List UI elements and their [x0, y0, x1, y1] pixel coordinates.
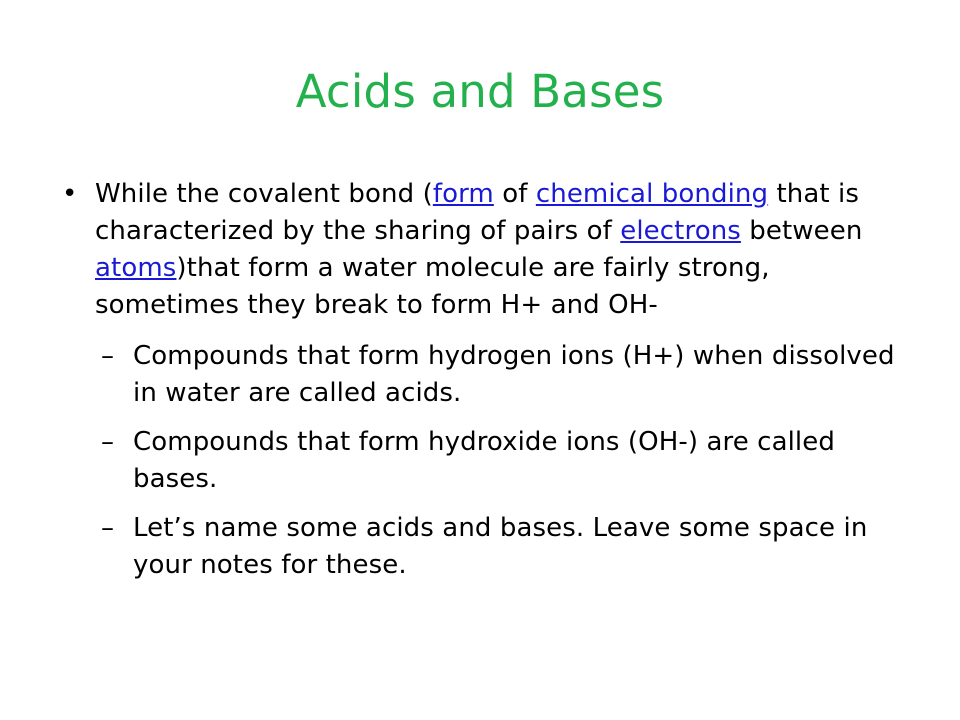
- bullet-main: [62, 176, 912, 324]
- sub-bullet-text: Let’s name some acids and bases. Leave some space in your notes for these.: [133, 513, 868, 580]
- sub-bullet-text: Compounds that form hydroxide ions (OH-) are called bases.: [133, 427, 835, 494]
- link-chemical-bonding[interactable]: chemical bonding: [535, 179, 769, 209]
- sub-bullet-notes: [62, 510, 912, 584]
- sub-bullet-acids: [62, 338, 912, 412]
- dash-icon: –: [101, 427, 115, 457]
- dash-icon: –: [101, 513, 115, 543]
- link-form[interactable]: form: [432, 179, 494, 209]
- slide-content: [62, 176, 912, 596]
- sub-bullet-bases: [62, 424, 912, 498]
- bullet-text-part-2: of: [493, 179, 536, 209]
- link-electrons[interactable]: electrons: [620, 216, 741, 246]
- bullet-text-part-3: that is characterized by the sharing of pairs of: [95, 179, 859, 246]
- bullet-text-part-4: between: [740, 216, 863, 246]
- bullet-dot-icon: •: [62, 179, 78, 209]
- bullet-text-part-5: )that form a water molecule are fairly strong, sometimes they break to form H+ and OH-: [95, 253, 770, 320]
- slide-title: Acids and Bases: [295, 65, 665, 118]
- dash-icon: –: [101, 341, 115, 371]
- link-atoms[interactable]: atoms: [95, 253, 177, 283]
- bullet-text-part-1: While the covalent bond (: [95, 179, 433, 209]
- sub-bullet-text: Compounds that form hydrogen ions (H+) when dissolved in water are called acids.: [133, 341, 895, 408]
